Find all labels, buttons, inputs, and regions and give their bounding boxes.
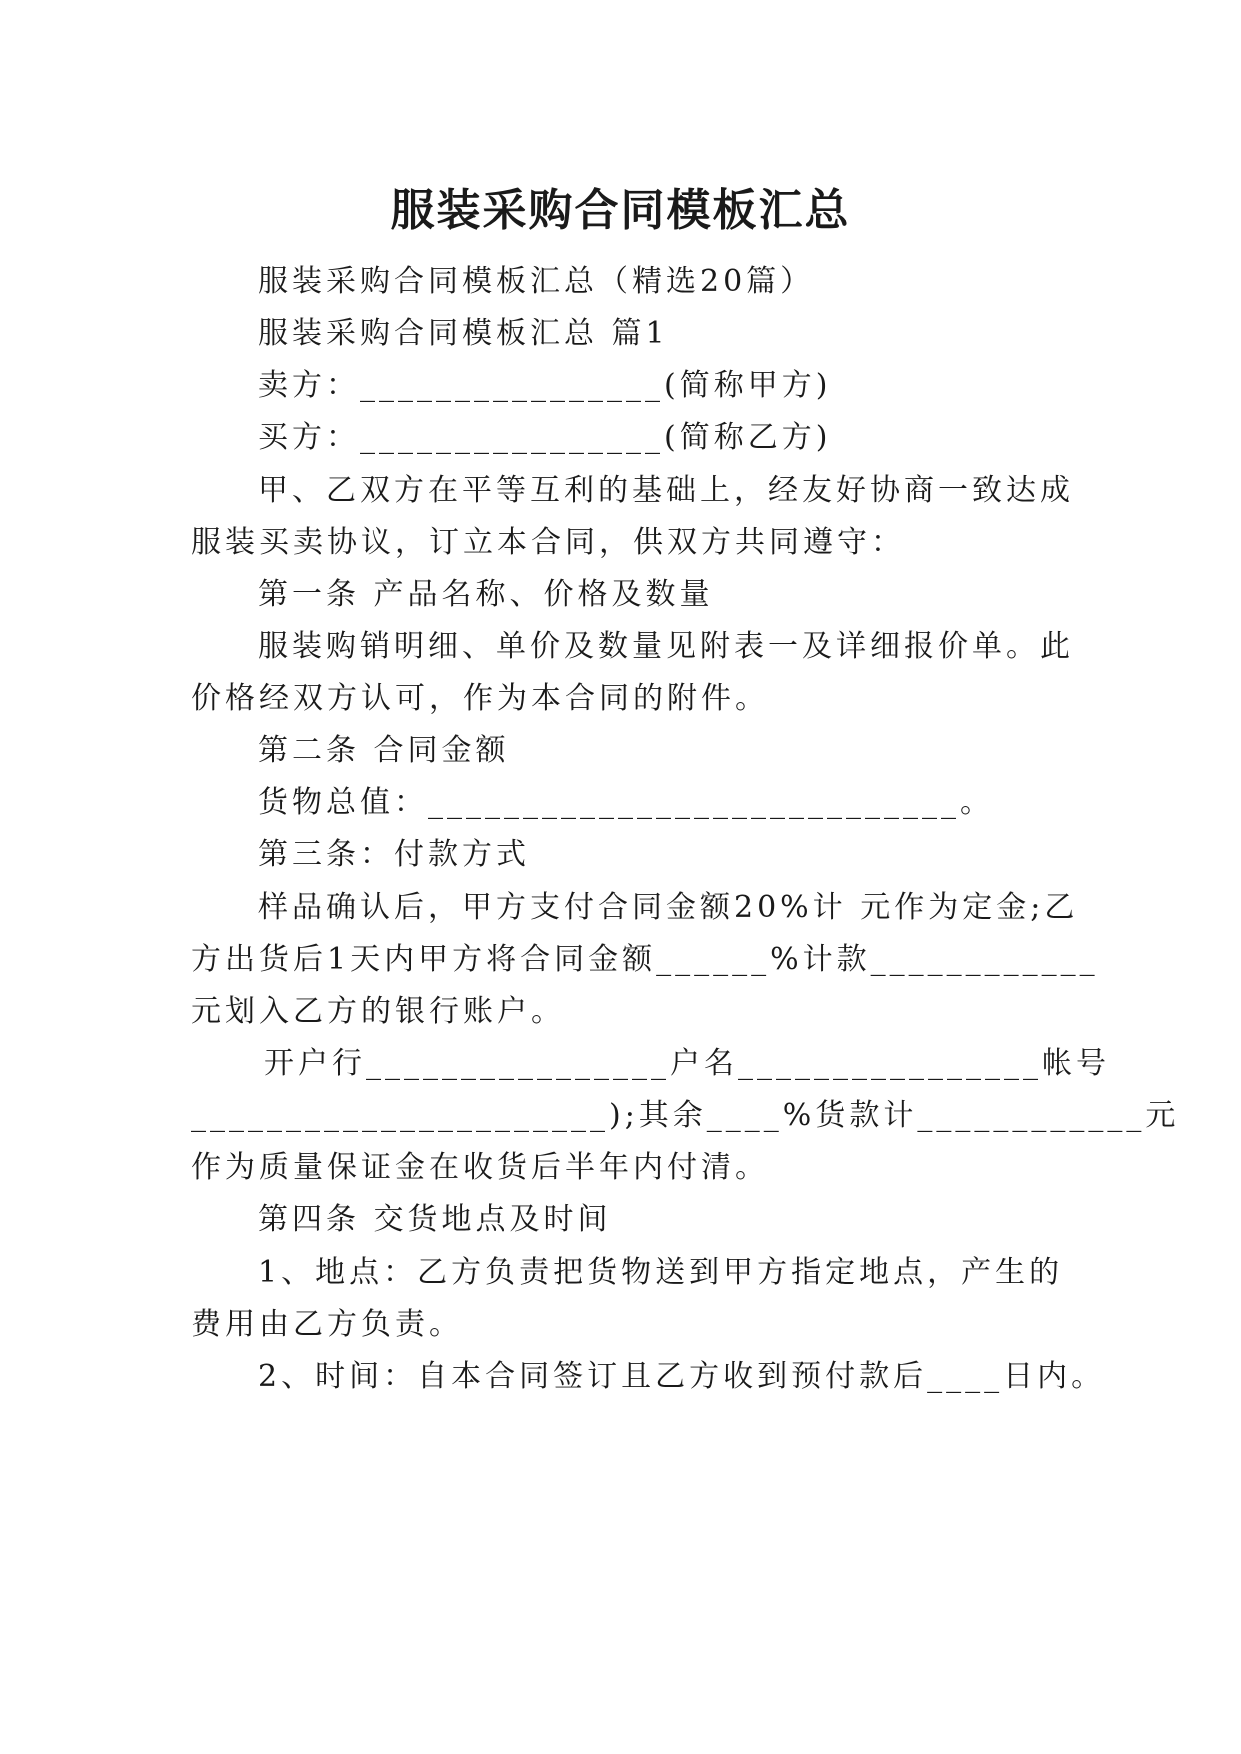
article-heading: 第三条：付款方式 xyxy=(258,837,530,872)
paragraph-line: ______________________);其余____%货款计____________元 xyxy=(191,1098,1180,1133)
paragraph-line: 样品确认后，甲方支付合同金额20%计 元作为定金;乙 xyxy=(258,890,1079,925)
paragraph-line: 2、时间：自本合同签订且乙方收到预付款后____日内。 xyxy=(258,1359,1106,1394)
paragraph-line: 费用由乙方负责。 xyxy=(191,1307,463,1342)
paragraph-line: 价格经双方认可，作为本合同的附件。 xyxy=(191,681,769,716)
subtitle-line: 服装采购合同模板汇总（精选20篇） xyxy=(258,264,815,299)
buyer-line: 买方：________________(简称乙方) xyxy=(258,420,832,455)
article-heading: 第一条 产品名称、价格及数量 xyxy=(258,577,714,612)
bank-info-line: 开户行________________户名________________帐号 xyxy=(264,1046,1110,1081)
paragraph-line: 服装买卖协议，订立本合同，供双方共同遵守： xyxy=(191,525,905,560)
article-heading: 第四条 交货地点及时间 xyxy=(258,1202,612,1237)
paragraph-line: 方出货后1天内甲方将合同金额______%计款____________ xyxy=(191,942,1099,977)
total-value-line: 货物总值：____________________________。 xyxy=(258,785,994,820)
paragraph-line: 作为质量保证金在收货后半年内付清。 xyxy=(191,1150,769,1185)
section-heading: 服装采购合同模板汇总 篇1 xyxy=(258,316,669,351)
article-heading: 第二条 合同金额 xyxy=(258,733,510,768)
paragraph-line: 1、地点：乙方负责把货物送到甲方指定地点，产生的 xyxy=(258,1255,1064,1290)
paragraph-line: 元划入乙方的银行账户。 xyxy=(191,994,565,1029)
seller-line: 卖方：________________(简称甲方) xyxy=(258,368,832,403)
paragraph-line: 甲、乙双方在平等互利的基础上，经友好协商一致达成 xyxy=(258,473,1074,508)
document-title: 服装采购合同模板汇总 xyxy=(390,185,851,237)
paragraph-line: 服装购销明细、单价及数量见附表一及详细报价单。此 xyxy=(258,629,1074,664)
